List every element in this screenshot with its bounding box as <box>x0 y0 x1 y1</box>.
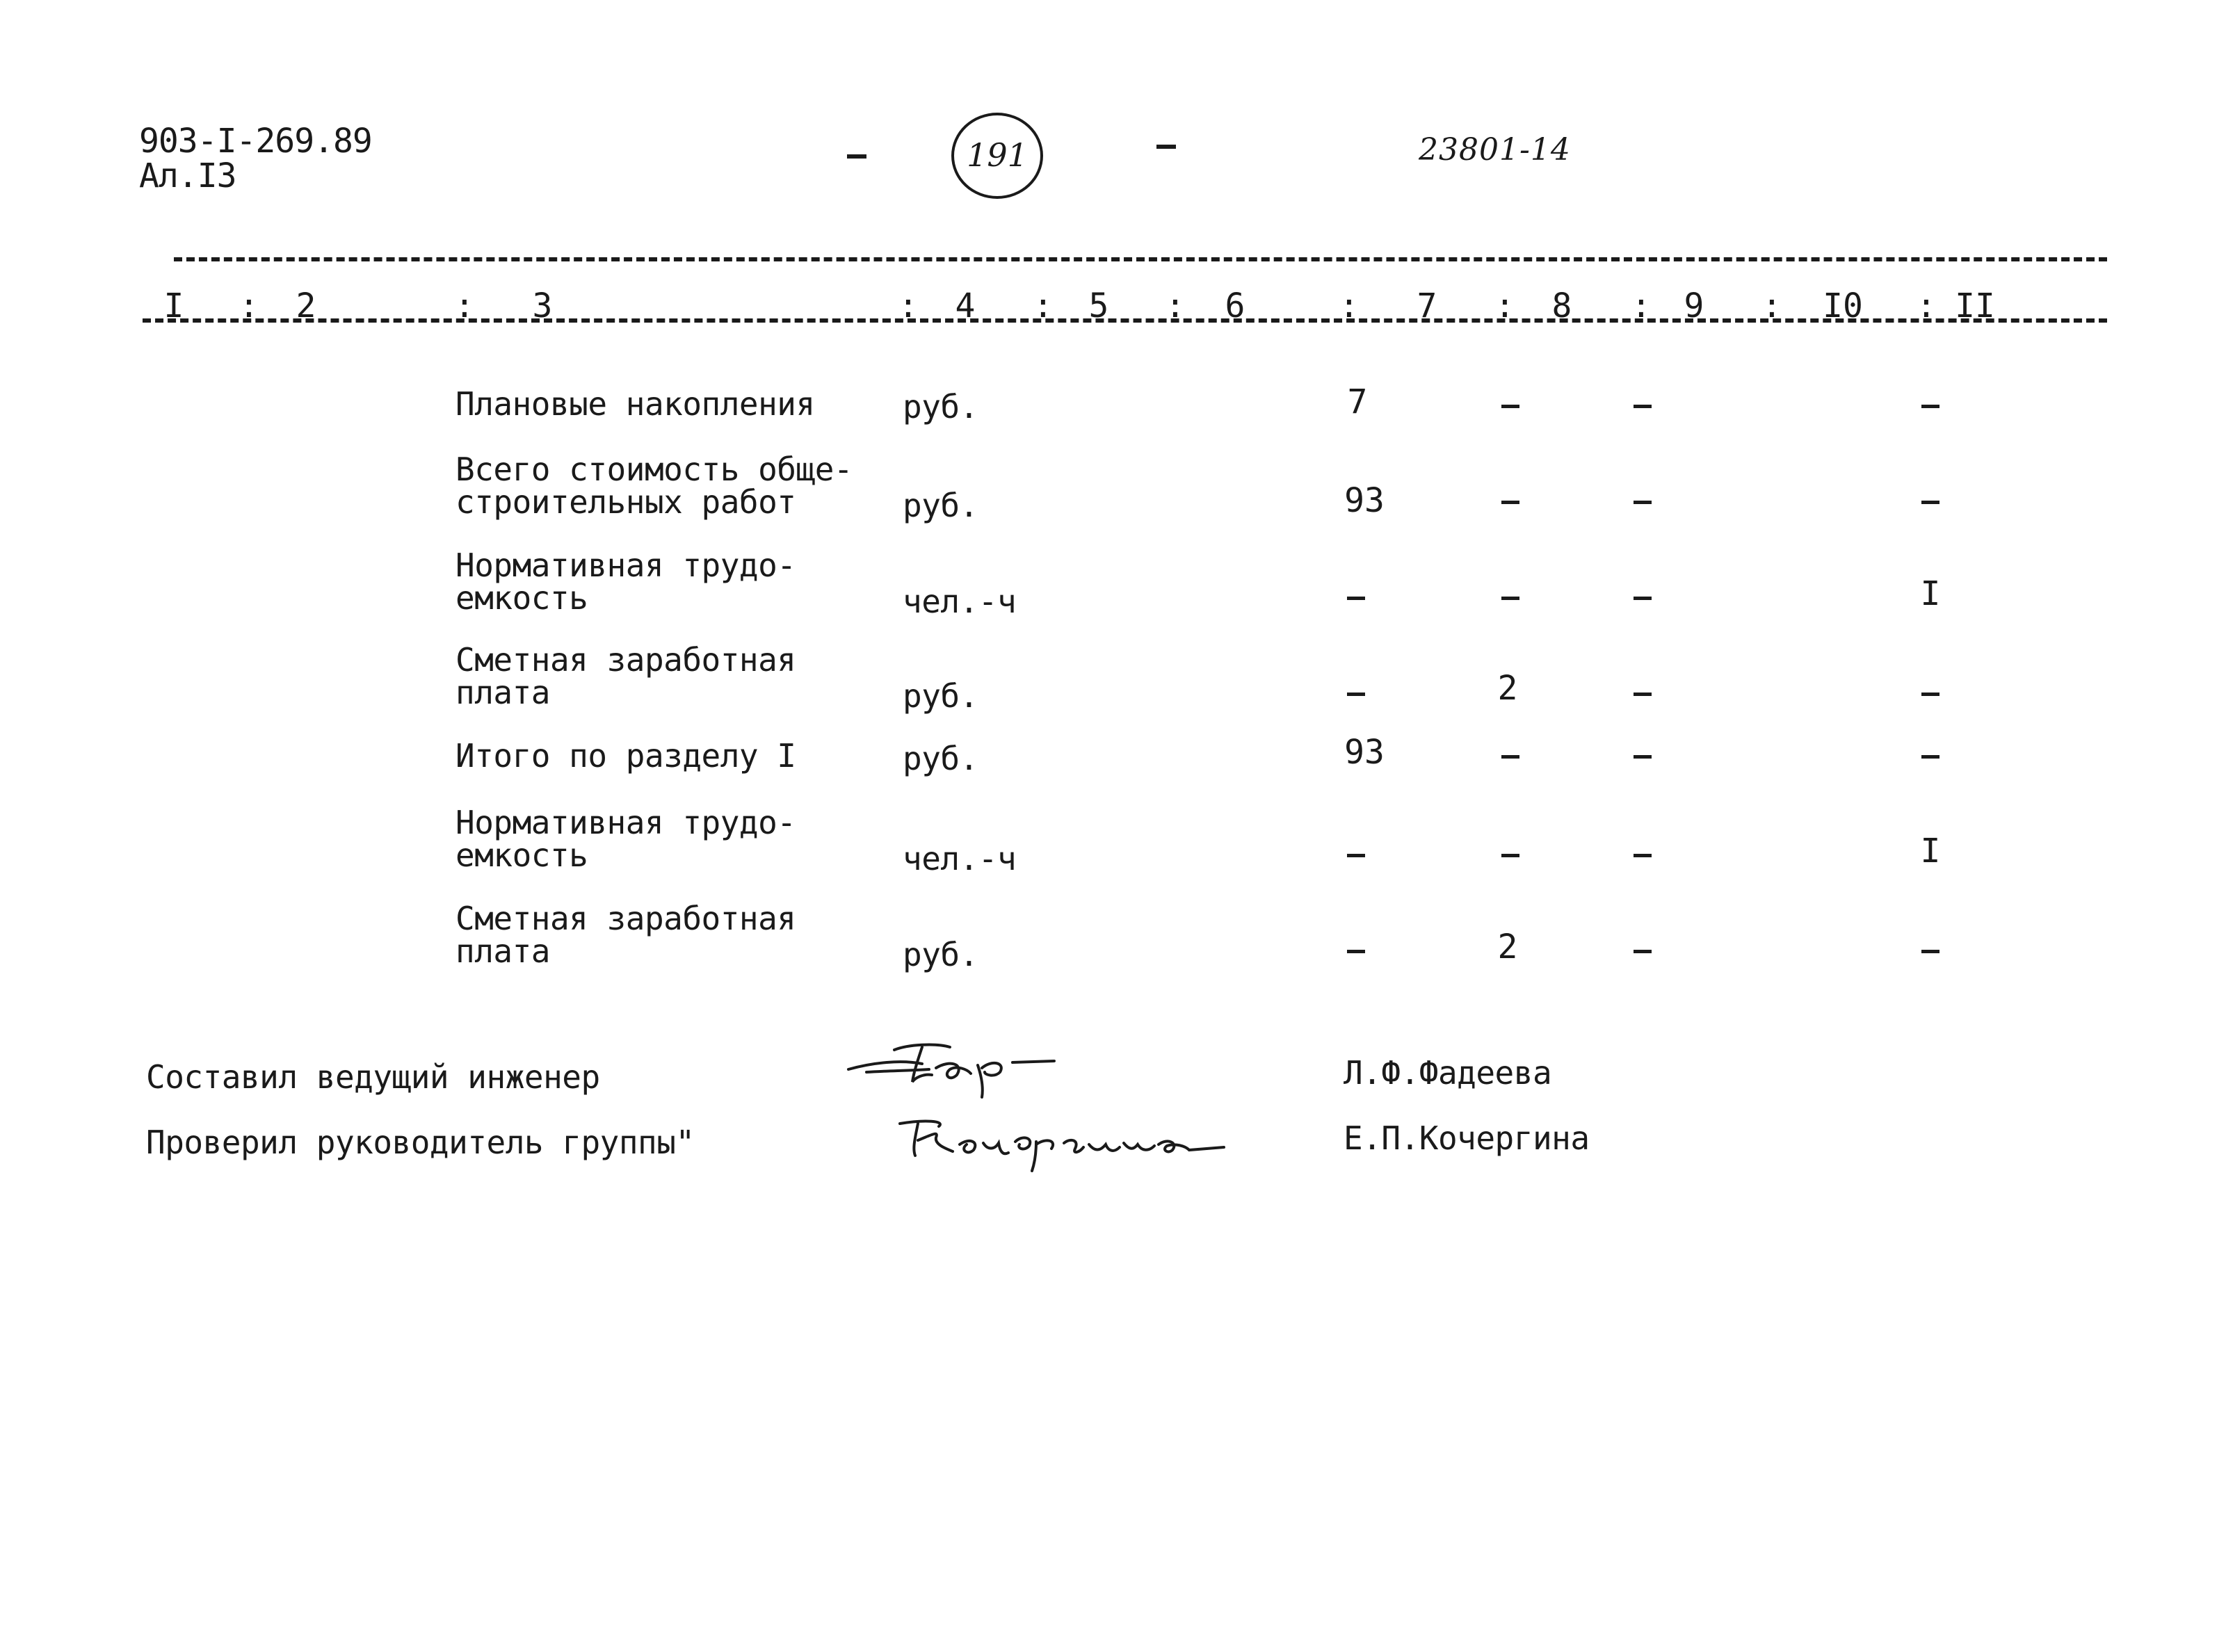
table-header-underline <box>143 318 2107 323</box>
cell-col-7: 93 <box>1344 733 1385 772</box>
cell-col-7: 7 <box>1347 382 1368 421</box>
page-number: 191 <box>967 136 1028 174</box>
cell-col-9-dash <box>1634 597 1652 600</box>
column-separator: : <box>1339 286 1360 325</box>
cell-col-8-dash <box>1501 501 1519 504</box>
row-label: Нормативная трудо- емкость <box>455 546 796 617</box>
cell-col-9-dash <box>1634 693 1652 696</box>
page-number-stamp <box>951 113 1043 199</box>
sheet-number: Ал.I3 <box>139 156 236 195</box>
row-unit: руб. <box>903 677 978 715</box>
cell-col-8-dash <box>1501 755 1519 759</box>
cell-col-8-dash <box>1501 405 1519 408</box>
cell-col-11-dash <box>1921 501 1939 504</box>
row-unit: руб. <box>903 936 978 973</box>
column-header-3: 3 <box>532 286 553 325</box>
cell-col-11-dash <box>1921 693 1939 696</box>
cell-col-8-dash <box>1501 597 1519 600</box>
row-unit: руб. <box>903 740 978 777</box>
cell-col-7-dash <box>1347 597 1365 600</box>
cell-col-11-dash <box>1921 950 1939 953</box>
row-label: Итого по разделу I <box>455 737 796 775</box>
row-label: Сметная заработная плата <box>455 641 796 711</box>
column-header-10: I0 <box>1823 286 1863 325</box>
archive-number: 23801-14 <box>1419 132 1571 168</box>
header-dash-right <box>1156 145 1176 149</box>
cell-col-11-dash <box>1921 755 1939 759</box>
signature-compiled <box>846 1029 1110 1099</box>
column-header-5: 5 <box>1088 286 1109 325</box>
column-separator: : <box>1494 286 1515 325</box>
cell-col-8: 2 <box>1497 928 1518 966</box>
header-dash-left <box>847 154 866 159</box>
cell-col-11: I <box>1920 574 1941 613</box>
checked-by-label: Проверил руководитель группы" <box>146 1124 695 1161</box>
compiled-by-label: Составил ведущий инженер <box>146 1058 600 1096</box>
cell-col-11: I <box>1920 832 1941 870</box>
column-separator: : <box>1033 286 1054 325</box>
cell-col-9-dash <box>1634 501 1652 504</box>
checked-by-name: Е.П.Кочергина <box>1344 1119 1590 1157</box>
cell-col-9-dash <box>1634 755 1652 759</box>
column-header-1: I <box>163 286 184 325</box>
cell-col-7: 93 <box>1344 481 1385 520</box>
column-separator: : <box>454 286 475 325</box>
column-header-9: 9 <box>1684 286 1704 325</box>
row-unit: чел.-ч <box>903 840 1017 877</box>
cell-col-7-dash <box>1347 950 1365 953</box>
column-separator: : <box>1916 286 1937 325</box>
column-separator: : <box>898 286 919 325</box>
cell-col-11-dash <box>1921 405 1939 408</box>
cell-col-9-dash <box>1634 950 1652 953</box>
row-label: Плановые накопления <box>455 385 815 423</box>
row-label: Всего стоимость обще- строительных работ <box>455 451 853 521</box>
cell-col-9-dash <box>1634 405 1652 408</box>
cell-col-7-dash <box>1347 854 1365 857</box>
cell-col-8-dash <box>1501 854 1519 857</box>
column-header-4: 4 <box>955 286 976 325</box>
row-unit: руб. <box>903 388 978 426</box>
column-header-7: 7 <box>1417 286 1437 325</box>
row-label: Нормативная трудо- емкость <box>455 804 796 874</box>
column-header-11: II <box>1955 286 1995 325</box>
cell-col-8: 2 <box>1497 669 1518 708</box>
row-label: Сметная заработная плата <box>455 900 796 970</box>
column-separator: : <box>1631 286 1652 325</box>
cell-col-7-dash <box>1347 693 1365 696</box>
table-top-rule <box>174 257 2107 261</box>
column-header-8: 8 <box>1551 286 1572 325</box>
document-code: 903-I-269.89 <box>139 122 372 161</box>
compiled-by-name: Л.Ф.Фадеева <box>1344 1054 1552 1092</box>
cell-col-9-dash <box>1634 854 1652 857</box>
column-separator: : <box>1761 286 1782 325</box>
row-unit: чел.-ч <box>903 583 1017 620</box>
signature-checked <box>897 1110 1259 1172</box>
column-separator: : <box>1165 286 1186 325</box>
column-header-6: 6 <box>1225 286 1245 325</box>
column-separator: : <box>239 286 259 325</box>
column-header-2: 2 <box>296 286 316 325</box>
row-unit: руб. <box>903 487 978 524</box>
